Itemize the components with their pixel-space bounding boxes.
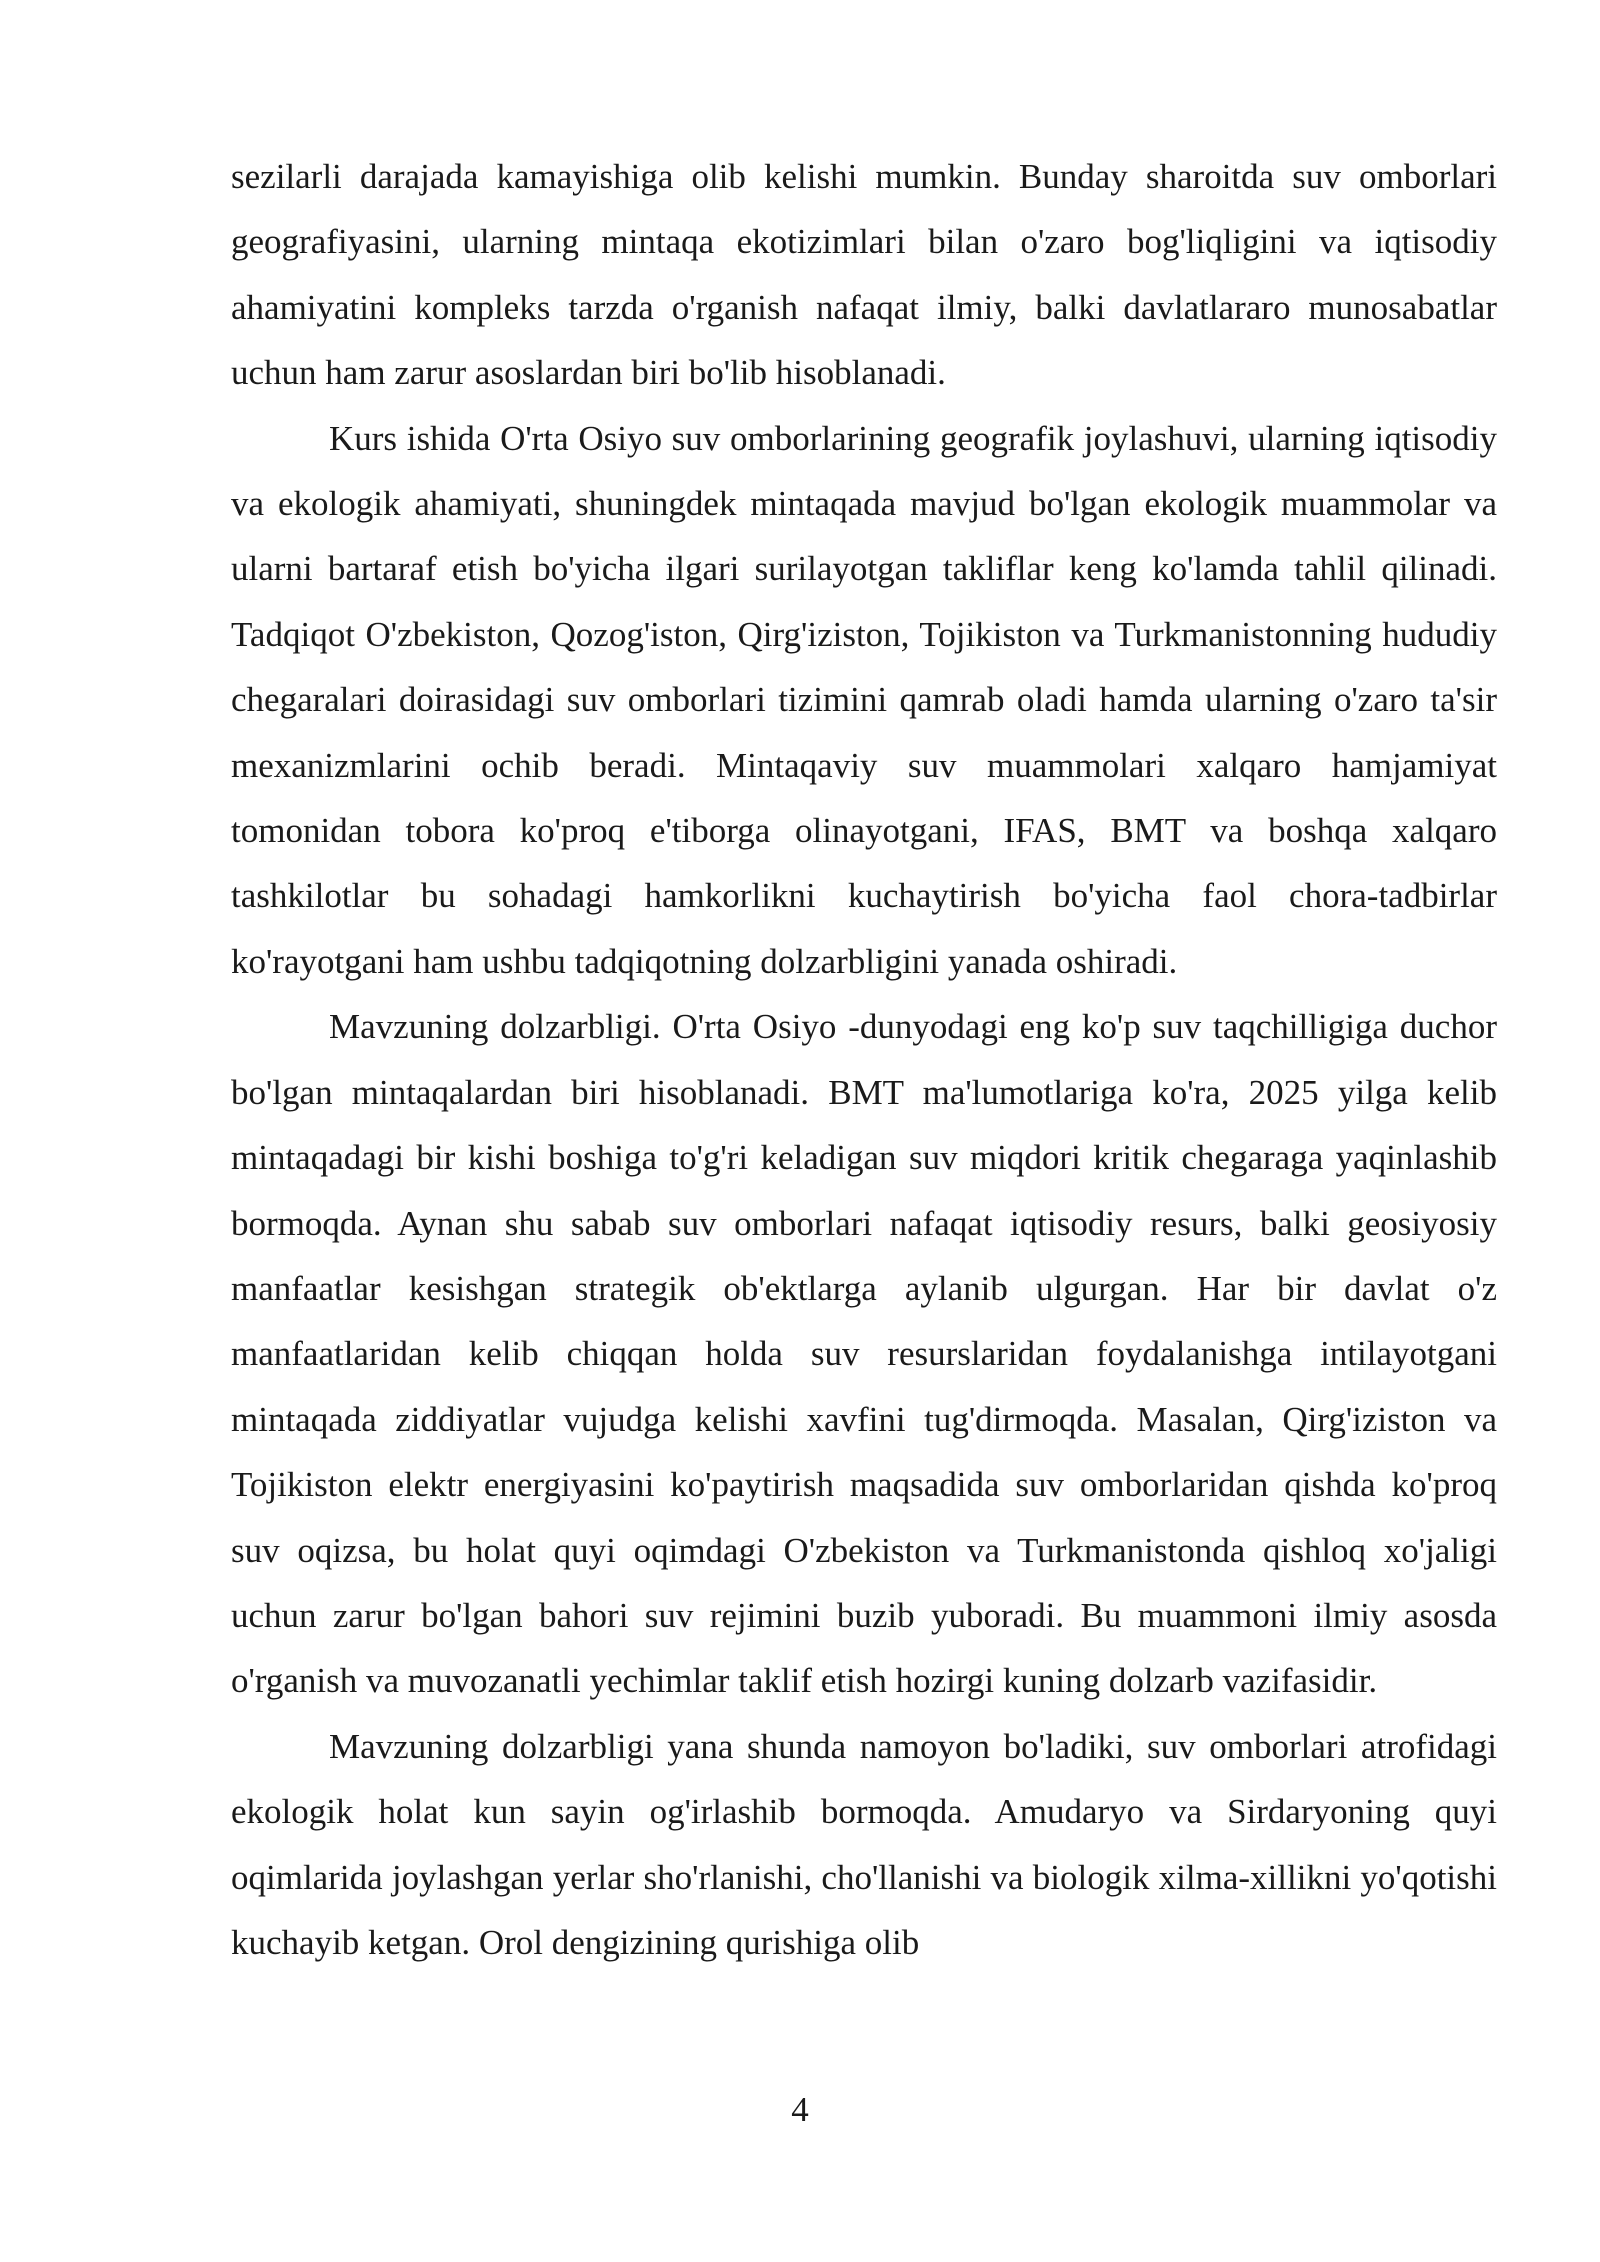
paragraph-4: Mavzuning dolzarbligi yana shunda namoyon bo'ladiki, suv omborlari atrofidagi ekologik holat kun sayin og'irlashib bormoqda. Amudaryo va Sirdaryoning quyi oqimlarida joylashgan yerlar sho'rlanishi, cho'llanishi va biologik xilma-xillikni yo'qotishi kuchayib ketgan. Orol dengizining qurishiga olib	[231, 1726, 1497, 1962]
paragraph-1: sezilarli darajada kamayishiga olib kelishi mumkin. Bunday sharoitda suv omborlari geografiyasini, ularning mintaqa ekotizimlari bilan o'zaro bog'liqligini va iqtisodiy ahamiyatini kompleks tarzda o'rganish nafaqat ilmiy, balki davlatlararo munosabatlar uchun ham zarur asoslardan biri bo'lib hisoblanadi.	[231, 157, 1497, 393]
paragraph-2: Kurs ishida O'rta Osiyo suv omborlarining geografik joylashuvi, ularning iqtisodiy va ekologik ahamiyati, shuningdek mintaqada mavjud bo'lgan ekologik muammolar va ularni bartaraf etish bo'yicha ilgari surilayotgan takliflar keng ko'lamda tahlil qilinadi. Tadqiqot O'zbekiston, Qozog'iston, Qirg'iziston, Tojikiston va Turkmanistonning hududiy chegaralari doirasidagi suv omborlari tizimini qamrab oladi hamda ularning o'zaro ta'sir mexanizmlarini ochib beradi. Mintaqaviy suv muammolari xalqaro hamjamiyat tomonidan tobora ko'proq e'tiborga olinayotgani, IFAS, BMT va boshqa xalqaro tashkilotlar bu sohadagi hamkorlikni kuchaytirish bo'yicha faol chora-tadbirlar ko'rayotgani ham ushbu tadqiqotning dolzarbligini yanada oshiradi.	[231, 418, 1497, 981]
document-body	[231, 144, 1497, 1975]
paragraph-3: Mavzuning dolzarbligi. O'rta Osiyo -dunyodagi eng ko'p suv taqchilligiga duchor bo'lgan mintaqalardan biri hisoblanadi. BMT ma'lumotlariga ko'ra, 2025 yilga kelib mintaqadagi bir kishi boshiga to'g'ri keladigan suv miqdori kritik chegaraga yaqinlashib bormoqda. Aynan shu sabab suv omborlari nafaqat iqtisodiy resurs, balki geosiyosiy manfaatlar kesishgan strategik ob'ektlarga aylanib ulgurgan. Har bir davlat o'z manfaatlaridan kelib chiqqan holda suv resurslaridan foydalanishga intilayotgani mintaqada ziddiyatlar vujudga kelishi xavfini tug'dirmoqda. Masalan, Qirg'iziston va Tojikiston elektr energiyasini ko'paytirish maqsadida suv omborlaridan qishda ko'proq suv oqizsa, bu holat quyi oqimdagi O'zbekiston va Turkmanistonda qishloq xo'jaligi uchun zarur bo'lgan bahori suv rejimini buzib yuboradi. Bu muammoni ilmiy asosda o'rganish va muvozanatli yechimlar taklif etish hozirgi kuning dolzarb vazifasidir.	[231, 1007, 1497, 1701]
page-number: 4	[791, 2090, 809, 2129]
